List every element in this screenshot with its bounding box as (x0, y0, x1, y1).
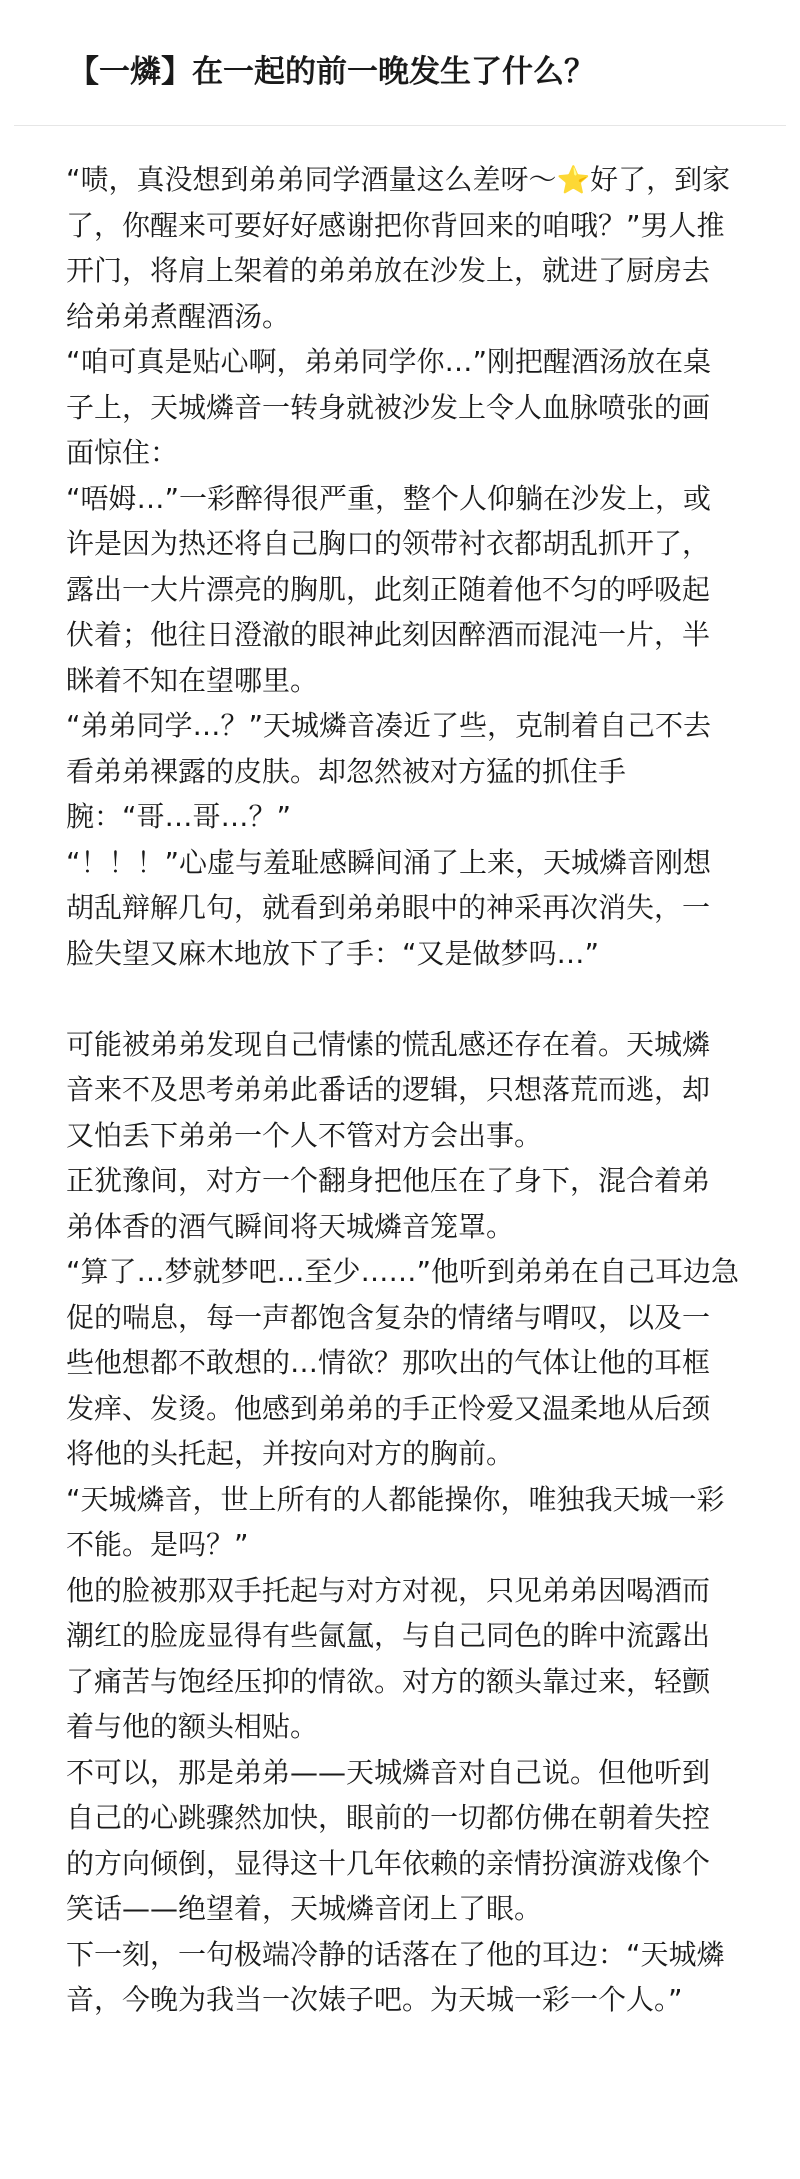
article-header (0, 0, 800, 126)
article-line (66, 157, 746, 203)
line-text-b: 好了，到家 (590, 163, 731, 196)
article-line: 弟体香的酒气瞬间将天城燐音笼罩。 (66, 1209, 515, 1243)
article-line: “！！！”心虚与羞耻感瞬间涌了上来，天城燐音刚想 (66, 845, 712, 879)
article-line: 胡乱辩解几句，就看到弟弟眼中的神采再次消失，一 (66, 891, 711, 924)
article-line: “算了…梦就梦吧…至少……”他听到弟弟在自己耳边急 (66, 1255, 740, 1288)
article-line: 自己的心跳骤然加快，眼前的一切都仿佛在朝着失控 (66, 1801, 711, 1834)
article-line: 将他的头托起，并按向对方的胸前。 (66, 1437, 515, 1470)
article-line: 不能。是吗？” (66, 1528, 249, 1561)
article-line: 露出一大片漂亮的胸肌，此刻正随着他不匀的呼吸起 (66, 572, 711, 606)
line-text-a: “啧，真没想到弟弟同学酒量这么差呀～ (66, 163, 557, 196)
article-line: “弟弟同学…？”天城燐音凑近了些，克制着自己不去 (66, 709, 712, 742)
article-line: 给弟弟煮醒酒汤。 (66, 299, 291, 333)
article-line: “咱可真是贴心啊，弟弟同学你…”刚把醒酒汤放在桌 (66, 345, 712, 378)
article-line: 发痒、发烫。他感到弟弟的手正怜爱又温柔地从后颈 (66, 1391, 711, 1425)
article-line: 了痛苦与饱经压抑的情欲。对方的额头靠过来，轻颤 (66, 1664, 711, 1698)
article-line: 他的脸被那双手托起与对方对视，只见弟弟因喝酒而 (66, 1573, 711, 1607)
article-line: 子上，天城燐音一转身就被沙发上令人血脉喷张的画 (66, 390, 711, 424)
article-line: 面惊住： (66, 436, 179, 469)
article-line: 可能被弟弟发现自己情愫的慌乱感还存在着。天城燐 (66, 1027, 711, 1061)
article-line: 脸失望又麻木地放下了手：“又是做梦吗…” (66, 936, 600, 970)
article-body (66, 157, 746, 2023)
article-line: 不可以，那是弟弟——天城燐音对自己说。但他听到 (66, 1755, 711, 1789)
article-title: 【一燐】在一起的前一晚发生了什么？ (68, 54, 595, 90)
article-line: 眯着不知在望哪里。 (66, 663, 319, 697)
title-divider (14, 125, 786, 126)
article-line: 笑话——绝望着，天城燐音闭上了眼。 (66, 1892, 543, 1925)
article-line: “唔姆…”一彩醉得很严重，整个人仰躺在沙发上，或 (66, 481, 712, 515)
paragraph-gap (66, 976, 746, 1022)
article-line: 又怕丢下弟弟一个人不管对方会出事。 (66, 1118, 543, 1152)
article-line: 音，今晚为我当一次婊子吧。为天城一彩一个人。” (66, 1983, 683, 2016)
article-line: 着与他的额头相贴。 (66, 1710, 319, 1743)
article-line: 伏着；他往日澄澈的眼神此刻因醉酒而混沌一片，半 (66, 618, 711, 651)
article-line: 许是因为热还将自己胸口的领带衬衣都胡乱抓开了， (66, 527, 711, 560)
star-emoji-icon: ⭐ (556, 165, 591, 196)
article-line: 音来不及思考弟弟此番话的逻辑，只想落荒而逃，却 (66, 1073, 711, 1106)
article-line: 的方向倾倒，显得这十几年依赖的亲情扮演游戏像个 (66, 1846, 711, 1880)
article-line: 潮红的脸庞显得有些氤氲，与自己同色的眸中流露出 (66, 1619, 711, 1652)
article-line: 下一刻，一句极端冷静的话落在了他的耳边：“天城燐 (66, 1937, 725, 1971)
article-line: 看弟弟裸露的皮肤。却忽然被对方猛的抓住手 (66, 754, 627, 788)
article-line: 了，你醒来可要好好感谢把你背回来的咱哦？”男人推 (66, 208, 725, 242)
article-line: “天城燐音，世上所有的人都能操你，唯独我天城一彩 (66, 1482, 725, 1516)
article-line: 正犹豫间，对方一个翻身把他压在了身下，混合着弟 (66, 1164, 711, 1197)
article-line: 些他想都不敢想的…情欲？那吹出的气体让他的耳框 (66, 1346, 711, 1379)
article-line: 开门，将肩上架着的弟弟放在沙发上，就进了厨房去 (66, 254, 711, 287)
article-line: 促的喘息，每一声都饱含复杂的情绪与喟叹，以及一 (66, 1300, 711, 1334)
article-line: 腕：“哥…哥…？” (66, 800, 292, 833)
